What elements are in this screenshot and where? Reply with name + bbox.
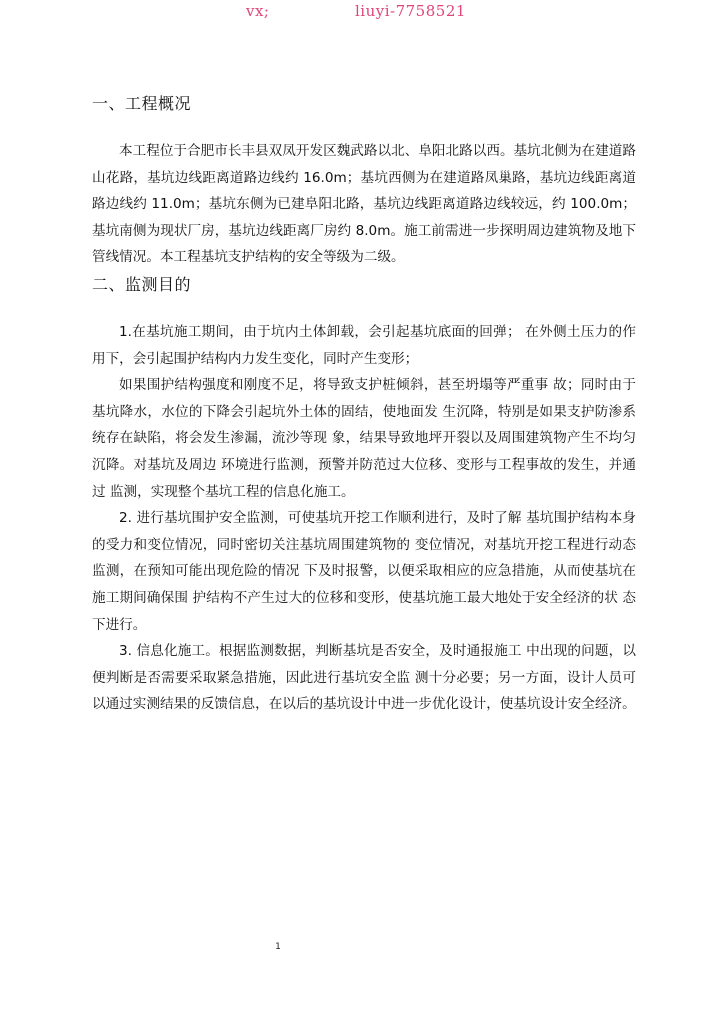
paragraph: 如果围护结构强度和刚度不足，将导致支护桩倾斜，甚至坍塌等严重事 故；同时由于基坑降水，水位的下降会引起坑外土体的固结，使地面发 生沉降，特别是如果支护防渗系统存在缺陷，将会发生渗漏，流沙等现 象，结果导致地坪开裂以及周围建筑物产生不均匀沉降。对基坑及周边 环境进行监测，预警并防范过大位移、变形与工程事故的发生，并通过 监测，实现整个基坑工程的信息化施工。 xyxy=(92,377,636,500)
watermark-left-text: vx; xyxy=(246,2,270,20)
section-heading-monitoring-purpose: 二、监测目的 xyxy=(92,274,192,294)
section-heading-overview: 一、工程概况 xyxy=(92,94,192,113)
paragraph: 2. 进行基坑围护安全监测，可使基坑开挖工作顺利进行，及时了解 基坑围护结构本身的受力和变位情况，同时密切关注基坑周围建筑物的 变位情况，对基坑开挖工程进行动态监测，在预知可能出现危险的情况 下及时报警，以便采取相应的应急措施，从而使基坑在施工期间确保围 护结构不产生过大的位移和变形，使基坑施工最大地处于安全经济的状 态下进行。 xyxy=(92,510,636,633)
paragraph: 1.在基坑施工期间，由于坑内土体卸载，会引起基坑底面的回弹； 在外侧土压力的作用下，会引起围护结构内力发生变化，同时产生变形； xyxy=(92,323,636,367)
page-number: 1 xyxy=(275,942,281,952)
paragraph: 3. 信息化施工。根据监测数据，判断基坑是否安全，及时通报施工 中出现的问题，以便判断是否需要采取紧急措施，因此进行基坑安全监 测十分必要；另一方面，设计人员可以通过实测结果的反馈信息，在以后的基坑设计中进一步优化设计，使基坑设计安全经济。 xyxy=(92,643,636,713)
section-body-overview xyxy=(92,138,636,271)
document-page xyxy=(92,92,636,718)
watermark xyxy=(0,2,724,22)
paragraph: 本工程位于合肥市长丰县双凤开发区魏武路以北、阜阳北路以西。基坑北侧为在建道路山花路，基坑边线距离道路边线约 16.0m；基坑西侧为在建道路凤巢路，基坑边线距离道路边线约 11.0m；基坑东侧为已建阜阳北路，基坑边线距离道路边线较远，约 100.0m；基坑南侧为现状厂房，基坑边线距离厂房约 8.0m。施工前需进一步探明周边建筑物及地下管线情况。本工程基坑支护结构的安全等级为二级。 xyxy=(92,143,636,266)
section-body-monitoring-purpose xyxy=(92,319,636,718)
watermark-right-text: liuyi-7758521 xyxy=(355,2,466,20)
